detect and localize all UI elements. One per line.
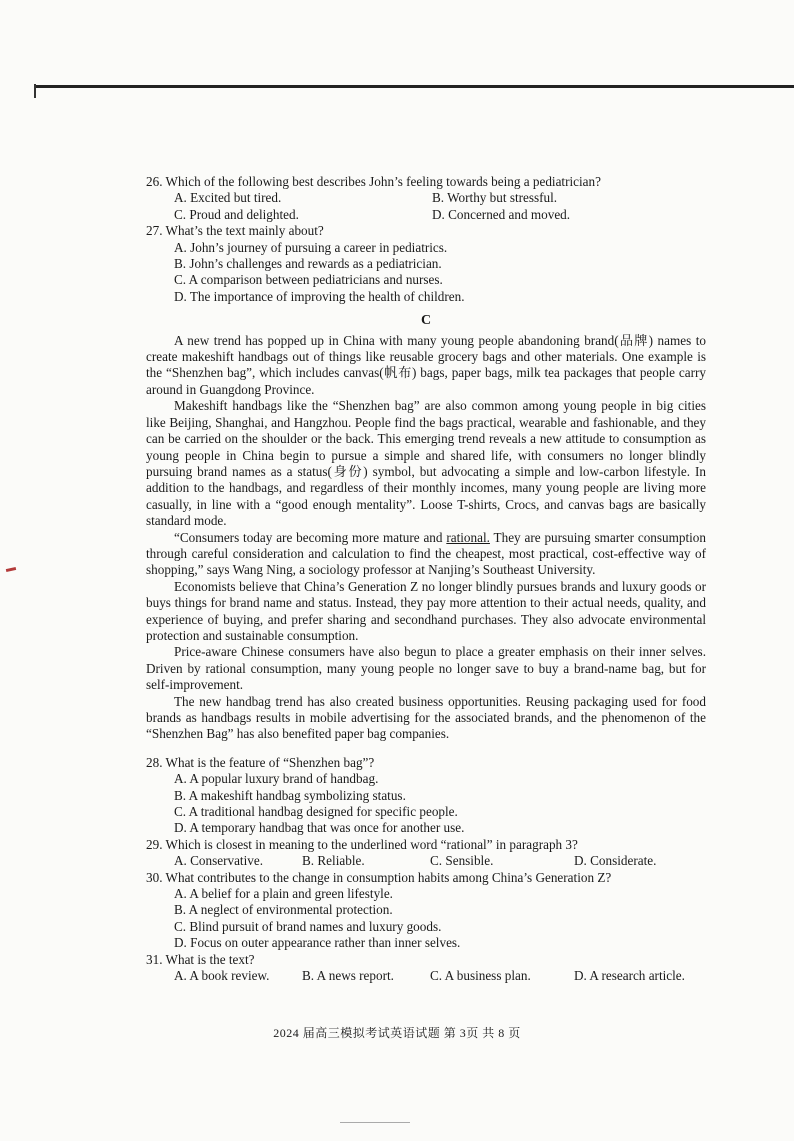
question-27-stem: 27. What’s the text mainly about?	[146, 223, 324, 239]
passage-paragraph-3	[146, 530, 706, 579]
q26-option-a: A. Excited but tired.	[174, 190, 282, 206]
q26-option-b: B. Worthy but stressful.	[432, 190, 558, 206]
q28-option-c: C. A traditional handbag designed for specific people.	[174, 804, 458, 820]
q27-option-d: D. The importance of improving the health of children.	[174, 288, 465, 304]
q30-option-a: A. A belief for a plain and green lifestyle.	[174, 886, 393, 902]
q31-option-a: A. A book review.	[174, 968, 270, 984]
passage-paragraph-6: The new handbag trend has also created business opportunities. Reusing packaging used for food brands as handbags results in mobile advertising for the associated brands, and the phenomenon of the “Shenzhen Bag” has also benefited paper bag companies.	[146, 693, 706, 742]
question-26-stem: 26. Which of the following best describes John’s feeling towards being a pediatrician?	[146, 174, 601, 189]
para3-text-after: They are pursuing smarter consumption through careful consideration and calculation to find the cheapest, most practical, cost-effective way of shopping,” says Wang Ning, a sociology professor at Nanjing’s Southeast University.	[146, 529, 706, 578]
q27-option-c: C. A comparison between pediatricians and nurses.	[174, 272, 443, 288]
passage-paragraph-4: Economists believe that China’s Generation Z no longer blindly pursues brands and luxury goods or buys things for brand name and status. Instead, they pay more attention to their actual needs, quality, and experience of buying, and prefer sharing and secondhand purchases. They also advocate environmental protection and sustainable consumption.	[146, 578, 706, 643]
para3-text-before: “Consumers today are becoming more mature and	[174, 529, 447, 545]
question-28-stem: 28. What is the feature of “Shenzhen bag”?	[146, 754, 375, 770]
q28-option-d: D. A temporary handbag that was once for another use.	[174, 820, 465, 836]
q31-option-b: B. A news report.	[302, 968, 394, 984]
q27-option-b: B. John’s challenges and rewards as a pediatrician.	[174, 256, 442, 272]
passage-paragraph-1: A new trend has popped up in China with many young people abandoning brand(品牌) names to create makeshift handbags out of things like reusable grocery bags and other materials. One example is the “Shenzhen bag”, which includes canvas(帆布) bags, paper bags, milk tea packages that people carry around in Guangdong Province.	[146, 332, 706, 397]
underlined-word-rational: rational.	[446, 529, 490, 545]
question-29-options	[146, 853, 706, 869]
q29-option-c: C. Sensible.	[430, 853, 494, 869]
question-30-stem: 30. What contributes to the change in consumption habits among China’s Generation Z?	[146, 869, 612, 885]
q29-option-d: D. Considerate.	[574, 853, 657, 869]
pen-mark	[6, 567, 16, 572]
q30-option-c: C. Blind pursuit of brand names and luxury goods.	[174, 918, 442, 934]
top-border-line	[36, 85, 794, 88]
q28-option-b: B. A makeshift handbag symbolizing status.	[174, 787, 406, 803]
passage-paragraph-2: Makeshift handbags like the “Shenzhen bag” are also common among young people in big cities like Beijing, Shanghai, and Hangzhou. People find the bags practical, wearable and fashionable, and they can be carried on the shoulder or the back. This emerging trend reveals a new attitude to consumption as young people in China begin to pursue a simple and shared life, with consumers no longer blindly pursuing brand names as a status(身份) symbol, but advocating a simple and low-carbon lifestyle. In addition to the handbags, and regardless of their monthly incomes, many young people are living more casually, in line with a “good enough mentality”. Loose T-shirts, Crocs, and canvas bags are basically standard mode.	[146, 398, 706, 529]
q26-option-d: D. Concerned and moved.	[432, 206, 571, 222]
question-31-stem: 31. What is the text?	[146, 951, 255, 967]
q30-option-d: D. Focus on outer appearance rather than inner selves.	[174, 935, 461, 951]
question-31-options	[146, 968, 706, 984]
section-c-title: C	[420, 313, 432, 329]
q31-option-d: D. A research article.	[574, 968, 685, 984]
question-26-options	[146, 190, 706, 223]
passage-paragraph-5: Price-aware Chinese consumers have also begun to place a greater emphasis on their inner selves. Driven by rational consumption, many young people no longer save to buy a brand-name bag, but for self-improvement.	[146, 644, 706, 693]
q28-option-a: A. A popular luxury brand of handbag.	[174, 771, 379, 787]
q29-option-a: A. Conservative.	[174, 853, 263, 869]
question-29-stem: 29. Which is closest in meaning to the underlined word “rational” in paragraph 3?	[146, 836, 578, 852]
q27-option-a: A. John’s journey of pursuing a career in pediatrics.	[174, 239, 448, 255]
q31-option-c: C. A business plan.	[430, 968, 531, 984]
q29-option-b: B. Reliable.	[302, 853, 365, 869]
corner-mark	[34, 84, 50, 98]
exam-page-content	[146, 174, 706, 985]
scan-artifact	[340, 1122, 410, 1123]
q30-option-b: B. A neglect of environmental protection.	[174, 902, 393, 918]
q26-option-c: C. Proud and delighted.	[174, 206, 299, 222]
page-footer: 2024 届高三模拟考试英语试题 第 3页 共 8 页	[273, 1026, 521, 1040]
